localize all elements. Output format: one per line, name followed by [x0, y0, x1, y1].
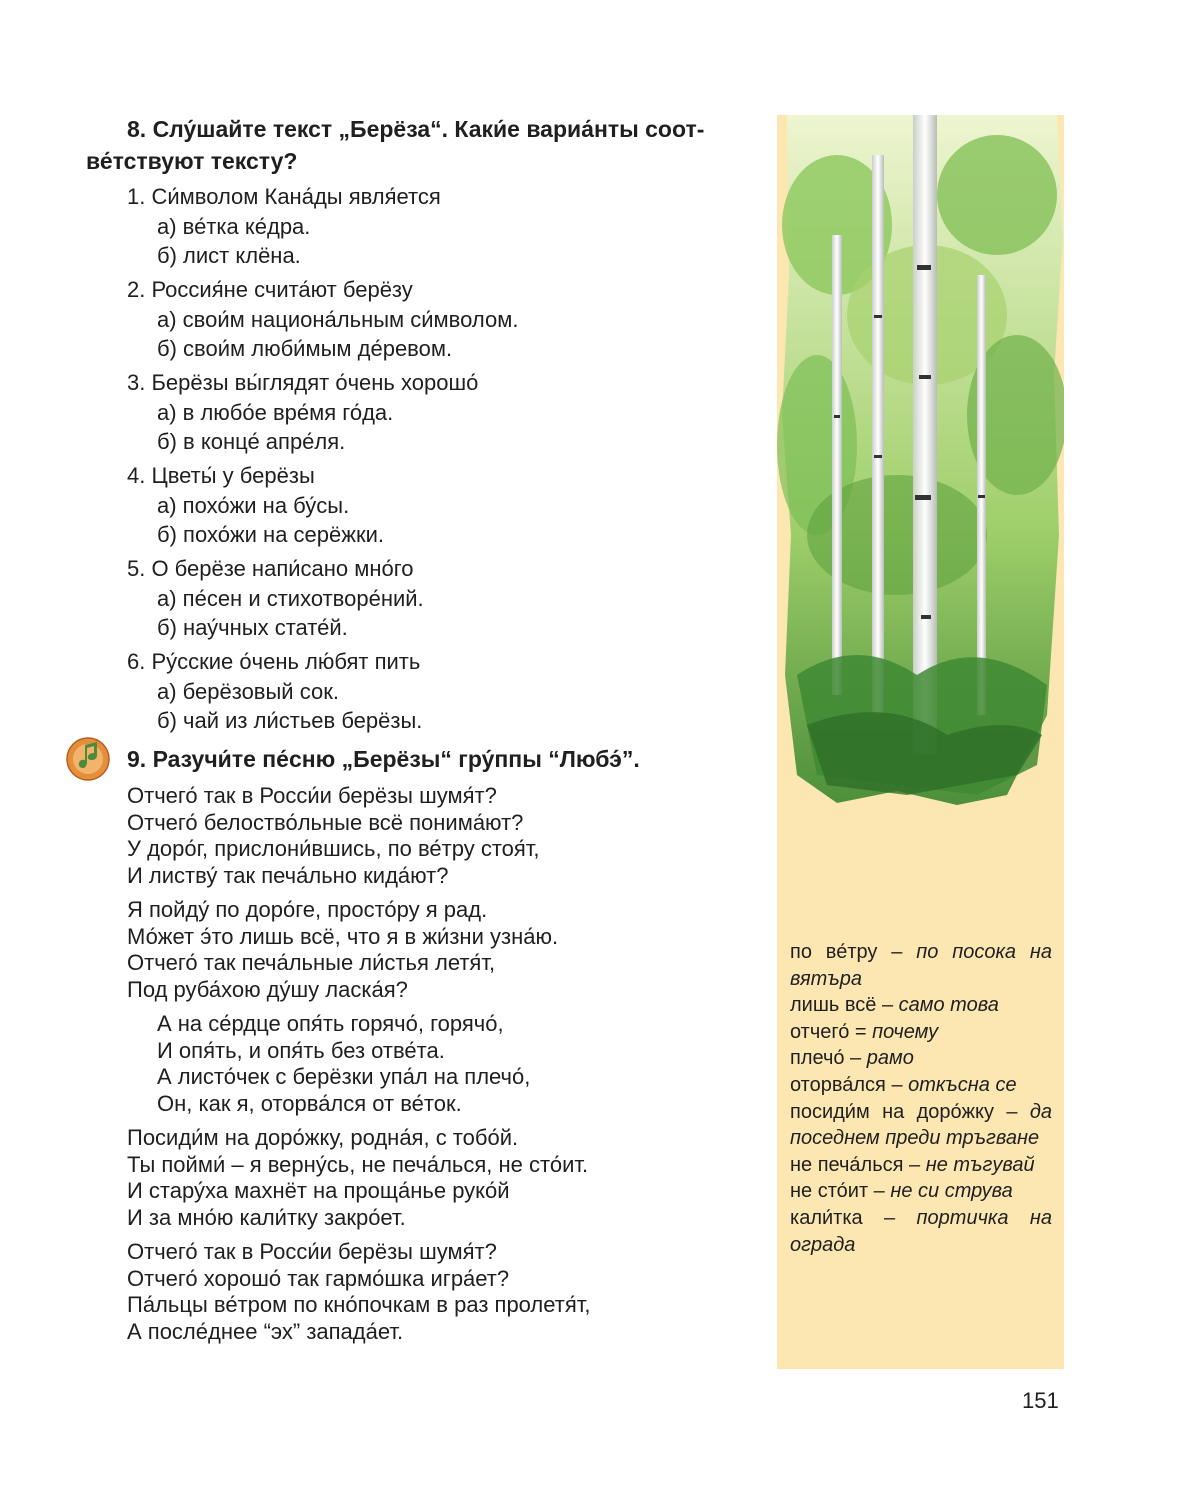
option-b: б) нау́чных стате́й.	[157, 615, 348, 640]
glossary-translation: рамо	[866, 1047, 914, 1070]
glossary-entry	[790, 1205, 1052, 1258]
sidebar-panel	[777, 115, 1064, 1369]
song-line: И стару́ха махнёт на проща́нье руко́й	[127, 1178, 510, 1203]
question-5	[127, 553, 751, 642]
task-8-heading	[86, 113, 751, 177]
question-stem: 1. Си́мволом Кана́ды явля́ется	[127, 184, 441, 209]
glossary-entry	[790, 1019, 1052, 1046]
option-b: б) похо́жи на серёжки.	[157, 522, 384, 547]
question-stem: 3. Берёзы вы́глядят о́чень хорошо́	[127, 370, 479, 395]
option-a: а) ве́тка ке́дра.	[157, 214, 311, 239]
song-line: Под руба́хою ду́шу ласка́я?	[127, 976, 408, 1002]
glossary-entry	[790, 1072, 1052, 1099]
glossary-term: по ве́тру –	[790, 941, 917, 963]
question-4	[127, 460, 751, 549]
task-8-heading-line-1: 8. Слу́шайте текст „Берёза“. Каки́е вариа́нты соот-	[127, 116, 705, 142]
question-stem: 5. О берёзе напи́сано мно́го	[127, 556, 414, 581]
song-stanza-1	[127, 783, 751, 889]
option-b: б) свои́м люби́мым де́ревом.	[157, 336, 453, 361]
song-line: Отчего́ так в Росси́и берёзы шумя́т?	[127, 783, 497, 808]
song-line: Мо́жет э́то лишь всё, что я в жи́зни узна́ю.	[127, 923, 559, 949]
question-stem: 4. Цветы́ у берёзы	[127, 463, 315, 488]
glossary	[790, 939, 1052, 1258]
glossary-term: плечо́ –	[790, 1047, 867, 1070]
option-a: а) пе́сен и стихотворе́ний.	[157, 586, 424, 611]
question-stem: 6. Ру́сские о́чень лю́бят пить	[127, 649, 421, 674]
question-stem: 2. Россия́не счита́ют берёзу	[127, 277, 413, 302]
question-1	[127, 181, 751, 270]
song-line: И листву́ так печа́льно кида́ют?	[127, 862, 449, 888]
question-2	[127, 274, 751, 363]
glossary-term: кали́тка –	[790, 1206, 917, 1229]
song-line: А листо́чек с берёзки упа́л на плечо́,	[157, 1064, 531, 1089]
glossary-entry	[790, 1152, 1052, 1179]
task-9-heading: 9. Разучи́те пе́сню „Берёзы“ гру́ппы “Любэ́”.	[127, 746, 640, 772]
song-line: Отчего́ так печа́льные ли́стья летя́т,	[127, 950, 496, 975]
glossary-entry	[790, 1099, 1052, 1152]
glossary-translation: само това	[898, 994, 999, 1017]
glossary-translation: почему	[872, 1020, 939, 1043]
option-b: б) чай из ли́стьев берёзы.	[157, 708, 423, 733]
song-line: Он, как я, оторва́лся от ве́ток.	[157, 1090, 462, 1116]
glossary-translation: откъсна се	[908, 1073, 1017, 1096]
glossary-entry	[790, 1178, 1052, 1205]
option-a: а) свои́м национа́льным си́мволом.	[157, 307, 519, 332]
glossary-term: лишь всё –	[790, 994, 899, 1017]
task-8-heading-line-2: ве́тствуют тексту?	[86, 148, 298, 174]
song-line: Па́льцы ве́тром по кно́почкам в раз пролетя́т,	[127, 1292, 591, 1317]
glossary-entry	[790, 992, 1052, 1019]
option-b: б) в конце́ апре́ля.	[157, 429, 346, 454]
song-stanza-4	[127, 1239, 751, 1345]
page-number: 151	[1022, 1388, 1059, 1413]
glossary-translation: да поседнем преди тръгване	[790, 1100, 1052, 1150]
glossary-translation: не тъгувай	[925, 1153, 1035, 1176]
song-line: И за мно́ю кали́тку закро́ет.	[127, 1204, 406, 1230]
glossary-term: посиди́м на доро́жку –	[790, 1100, 1030, 1123]
song-line: Посиди́м на доро́жку, родна́я, с тобо́й.	[127, 1125, 519, 1150]
song-line: Ты пойми́ – я верну́сь, не печа́лься, не сто́ит.	[127, 1151, 589, 1177]
option-a: а) похо́жи на бу́сы.	[157, 493, 350, 518]
birch-trees-illustration	[777, 115, 1064, 805]
glossary-translation: не си струва	[890, 1180, 1013, 1203]
task-8	[86, 113, 751, 735]
main-column	[86, 113, 751, 1345]
option-a: а) в любо́е вре́мя го́да.	[157, 400, 394, 425]
song-line: А после́днее “эх” запада́ет.	[127, 1318, 404, 1344]
song-line: Отчего́ хорошо́ так гармо́шка игра́ет?	[127, 1265, 510, 1291]
song-line: И опя́ть, и опя́ть без отве́та.	[157, 1037, 445, 1063]
glossary-entry	[790, 939, 1052, 992]
option-b: б) лист клёна.	[157, 243, 301, 268]
song-stanza-3	[127, 1125, 751, 1231]
song-line: У доро́г, прислони́вшись, по ве́тру стоя́т,	[127, 836, 540, 861]
glossary-term: не печа́лься –	[790, 1153, 926, 1176]
music-note-icon	[64, 735, 112, 783]
glossary-term: оторва́лся –	[790, 1073, 909, 1096]
glossary-translation: портичка на ограда	[790, 1206, 1052, 1256]
song-chorus	[157, 1011, 751, 1117]
song-stanza-2	[127, 897, 751, 1003]
task-9	[86, 743, 751, 1345]
song-line: Я пойду́ по доро́ге, просто́ру я рад.	[127, 897, 488, 922]
question-6	[127, 646, 751, 735]
glossary-entry	[790, 1045, 1052, 1072]
question-3	[127, 367, 751, 456]
glossary-term: отчего́ =	[790, 1020, 873, 1043]
option-a: а) берёзовый сок.	[157, 679, 339, 704]
glossary-translation: по посока на вятъра	[790, 941, 1052, 990]
glossary-term: не сто́ит –	[790, 1180, 891, 1203]
song-line: Отчего́ белоство́льные всё понима́ют?	[127, 809, 524, 835]
song-line: А на се́рдце опя́ть горячо́, горячо́,	[157, 1011, 504, 1036]
song-line: Отчего́ так в Росси́и берёзы шумя́т?	[127, 1239, 497, 1264]
